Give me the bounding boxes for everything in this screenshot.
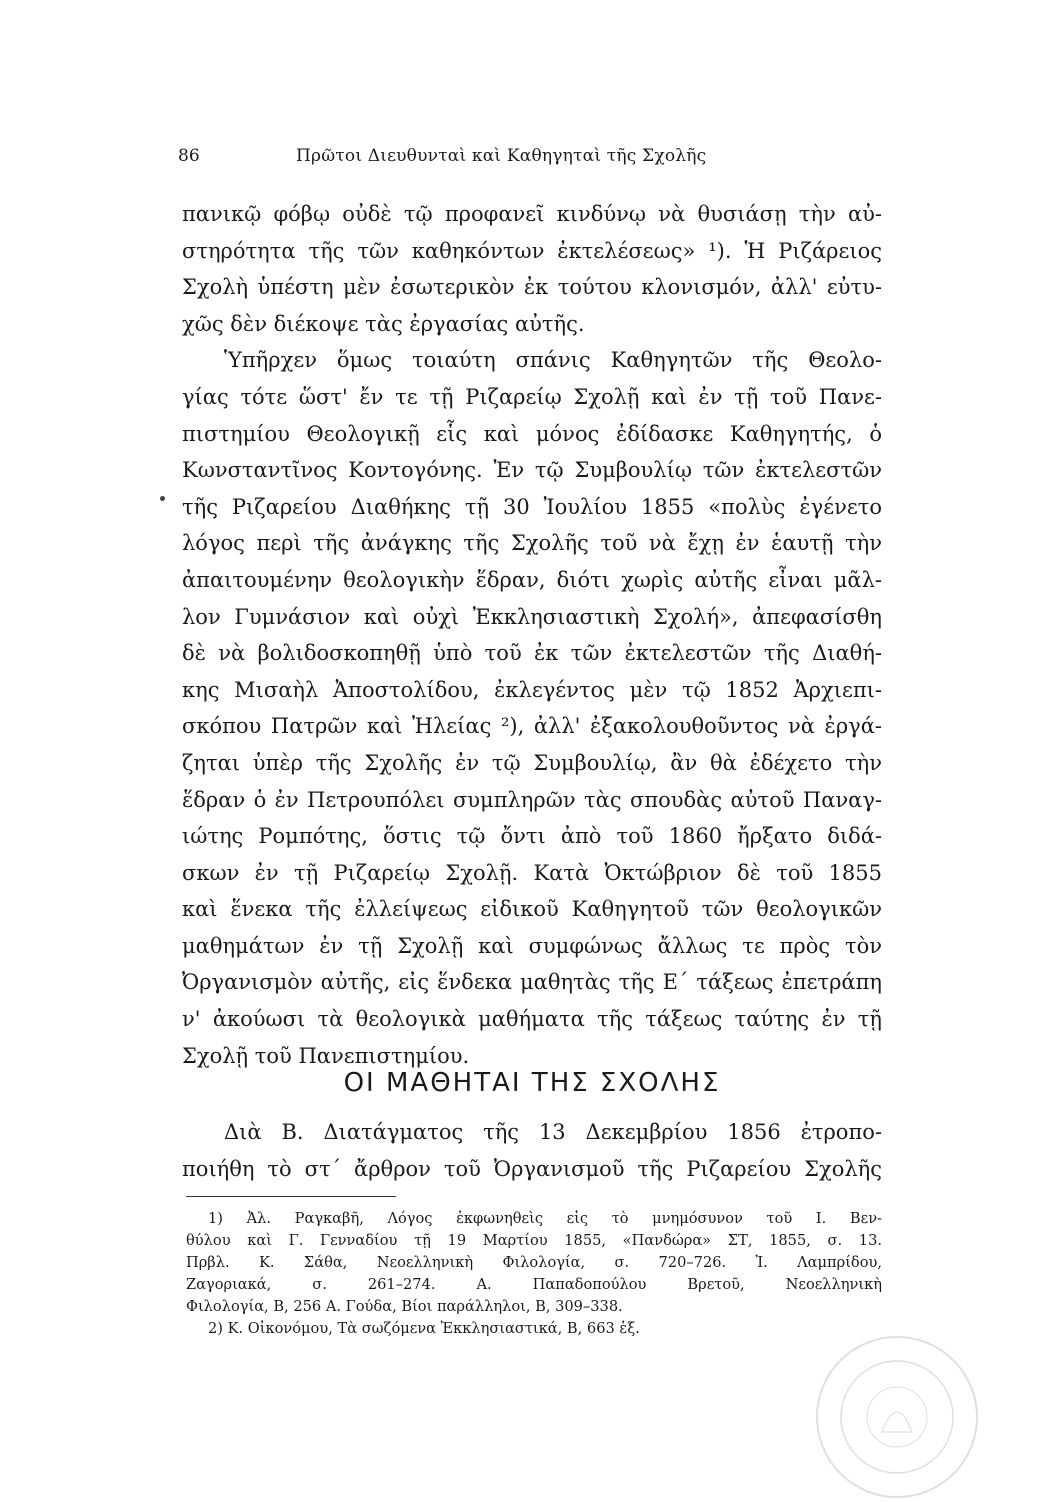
body-line: Ὑπῆρχεν ὅμως τοιαύτη σπάνις Καθηγητῶν τῆς Θεολο- [224, 348, 882, 373]
footnote-line: 2) Κ. Οἰκονόμου, Τὰ σωζόμενα Ἐκκλησιαστικά, Β, 663 ἑξ. [208, 1320, 640, 1337]
body-line: Διὰ Β. Διατάγματος τῆς 13 Δεκεμβρίου 1856 ἐτροπο- [224, 1120, 882, 1144]
footnote-line: Πρβλ. Κ. Σάθα, Νεοελληνικὴ Φιλολογία, σ. 720–726. Ἰ. Λαμπρίδου, [186, 1254, 882, 1271]
body-line: γίας τότε ὥστ' ἔν τε τῇ Ριζαρείῳ Σχολῇ καὶ ἐν τῇ τοῦ Πανε- [182, 384, 882, 409]
body-line: λόγος περὶ τῆς ἀνάγκης τῆς Σχολῆς τοῦ νὰ ἔχῃ ἐν ἑαυτῇ τὴν [182, 531, 882, 556]
body-line: σκων ἐν τῇ Ριζαρείῳ Σχολῇ. Κατὰ Ὀκτώβριον δὲ τοῦ 1855 [182, 860, 882, 885]
body-line: Σχολὴ ὑπέστη μὲν ἐσωτερικὸν ἐκ τούτου κλονισμόν, ἀλλ' εὐτυ- [182, 275, 882, 300]
running-head [178, 146, 878, 176]
body-line: Κωνσταντῖνος Κοντογόνης. Ἐν τῷ Συμβουλίῳ τῶν ἐκτελεστῶν [182, 458, 882, 483]
body-line: καὶ ἕνεκα τῆς ἐλλείψεως εἰδικοῦ Καθηγητοῦ τῶν θεολογικῶν [182, 897, 882, 922]
stray-ink-dot [160, 496, 165, 501]
footnote-divider [186, 1196, 396, 1197]
section-opening-text [182, 1114, 882, 1187]
body-line: ζηται ὑπὲρ τῆς Σχολῆς ἐν τῷ Συμβουλίῳ, ἂν θὰ ἐδέχετο τὴν [182, 750, 882, 775]
footnote-line: Φιλολογία, Β, 256 Α. Γούδα, Βίοι παράλληλοι, Β, 309–338. [186, 1298, 623, 1315]
footnote-line: Ζαγοριακά, σ. 261–274. Α. Παπαδοπούλου Βρετοῦ, Νεοελληνικὴ [186, 1276, 882, 1293]
footnote-line: 1) Ἀλ. Ραγκαβῆ, Λόγος ἐκφωνηθεὶς εἰς τὸ μνημόσυνον τοῦ Ι. Βεν- [208, 1210, 882, 1227]
body-line: ἀπαιτουμένην θεολογικὴν ἕδραν, διότι χωρὶς αὐτῆς εἶναι μᾶλ- [182, 567, 882, 592]
body-line: ἕδραν ὁ ἐν Πετρουπόλει συμπληρῶν τὰς σπουδὰς αὐτοῦ Παναγ- [182, 787, 882, 812]
running-head-title: Πρῶτοι Διευθυνταὶ καὶ Καθηγηταὶ τῆς Σχολῆς [296, 146, 707, 166]
footnotes [186, 1208, 882, 1340]
body-line: ιώτης Ρομπότης, ὅστις τῷ ὄντι ἀπὸ τοῦ 1860 ἤρξατο διδά- [182, 824, 882, 849]
body-line: κης Μισαὴλ Ἀποστολίδου, ἐκλεγέντος μὲν τῷ 1852 Ἀρχιεπι- [182, 677, 882, 702]
page-number: 86 [178, 146, 200, 166]
body-line: τῆς Ριζαρείου Διαθήκης τῇ 30 Ἰουλίου 1855 «πολὺς ἐγένετο [182, 494, 882, 519]
body-line: δὲ νὰ βολιδοσκοπηθῇ ὑπὸ τοῦ ἐκ τῶν ἐκτελεστῶν τῆς Διαθή- [182, 641, 882, 666]
body-line: μαθημάτων ἐν τῇ Σχολῇ καὶ συμφώνως ἄλλως τε πρὸς τὸν [182, 933, 882, 958]
body-line: ν' ἀκούωσι τὰ θεολογικὰ μαθήματα τῆς τάξεως ταύτης ἐν τῇ [182, 1007, 882, 1032]
body-line: λον Γυμνάσιον καὶ οὐχὶ Ἐκκλησιαστικὴ Σχολή», ἀπεφασίσθη [182, 604, 882, 629]
body-text [182, 196, 882, 1074]
body-line: Ὀργανισμὸν αὐτῆς, εἰς ἕνδεκα μαθητὰς τῆς Ε΄ τάξεως ἐπετράπη [182, 970, 882, 995]
body-line: πανικῷ φόβῳ οὐδὲ τῷ προφανεῖ κινδύνῳ νὰ θυσιάσῃ τὴν αὐ- [182, 202, 882, 226]
section-heading: ΟΙ ΜΑΘΗΤΑΙ ΤΗΣ ΣΧΟΛΗΣ [343, 1068, 721, 1098]
footnote-line: θύλου καὶ Γ. Γενναδίου τῇ 19 Μαρτίου 1855, «Πανδώρα» ΣΤ, 1855, σ. 13. [186, 1232, 882, 1249]
body-line: σκόπου Πατρῶν καὶ Ἠλείας ²), ἀλλ' ἐξακολουθοῦντος νὰ ἐργά- [182, 714, 882, 739]
body-line: πιστημίου Θεολογικῇ εἷς καὶ μόνος ἐδίδασκε Καθηγητής, ὁ [182, 421, 882, 446]
body-line: ποιήθη τὸ στ΄ ἄρθρον τοῦ Ὀργανισμοῦ τῆς Ριζαρείου Σχολῆς [182, 1156, 882, 1181]
body-line: χῶς δὲν διέκοψε τὰς ἐργασίας αὐτῆς. [182, 311, 585, 336]
body-line: Σχολῇ τοῦ Πανεπιστημίου. [182, 1043, 470, 1068]
library-seal-watermark [812, 1332, 982, 1502]
body-line: στηρότητα τῆς τῶν καθηκόντων ἐκτελέσεως» ¹). Ἡ Ριζάρειος [182, 238, 882, 263]
